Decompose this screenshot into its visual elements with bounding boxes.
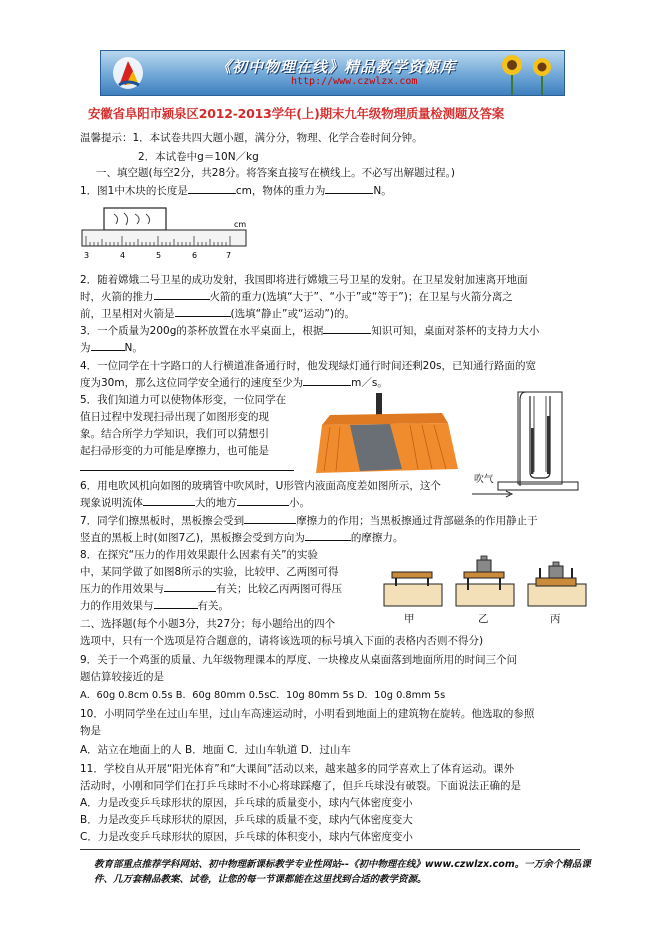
answer-blank	[237, 505, 289, 506]
question-8-line-2: 中，某同学做了如图8所示的实验，比较甲、乙两图可得	[80, 566, 339, 578]
answer-blank	[175, 316, 231, 317]
wood-grain	[114, 213, 150, 225]
site-logo-icon	[111, 55, 145, 91]
tips-text: 分钟。	[391, 132, 423, 144]
tips-text: 分，物理、化学合卷时间	[275, 132, 392, 144]
question-text: 大的地方	[195, 497, 237, 509]
u-tube-stand	[518, 392, 562, 484]
banner-url: http://www.czwlzx.com	[291, 76, 418, 87]
question-11-line-2: 活动时，小刚和同学们在打乒乓球时不小心将球踩瘪了，但乒乓球没有破裂。下面说法正确的是	[80, 780, 521, 792]
question-5-line-1: 5．我们知道力可以使物体形变，一位同学在	[80, 394, 287, 406]
question-text: 时，火箭的推力	[80, 291, 154, 303]
question-10-line-2: 物是	[80, 725, 101, 737]
weight-icon	[549, 566, 563, 578]
setup-jia	[384, 572, 442, 606]
setup-bing	[528, 562, 586, 606]
question-text: N。	[373, 185, 392, 197]
tips-line-2: 2．本试卷中g＝10N／kg	[138, 151, 259, 163]
question-text: m／s。	[351, 377, 388, 389]
header-banner	[100, 50, 565, 96]
ruler-unit: cm	[234, 220, 247, 229]
setup-yi	[456, 556, 514, 606]
answer-blank	[154, 299, 210, 300]
figure-label-yi: 乙	[478, 613, 489, 625]
question-2-line-1: 2．随着嫦娥二号卫星的成功发射，我国即将进行嫦娥三号卫星的发射。在卫星发射加速离开地面	[80, 274, 528, 286]
broom-figure	[310, 393, 462, 475]
figure-label-bing: 丙	[550, 613, 561, 625]
question-8-line-4	[80, 599, 229, 613]
question-11-line-1: 11．学校自从开展“阳光体育”和“大课间”活动以来，越来越多的同学喜欢上了体育运动。课外	[80, 763, 515, 775]
question-text: cm，物体的重力为	[235, 185, 326, 197]
question-6-line-2	[80, 496, 310, 510]
question-9-line-1: 9．关于一个鸡蛋的质量、九年级物理课本的厚度、一块橡皮从桌面落到地面所用的时间三个问	[80, 654, 518, 666]
sunflower-icon	[529, 51, 555, 95]
question-2-line-3	[80, 307, 355, 321]
tips-line-1	[80, 131, 423, 145]
document-title: 安徽省阜阳市颍泉区2012-2013学年(上)期末九年级物理质量检测题及答案	[88, 106, 505, 121]
question-7-line-2	[80, 531, 403, 545]
question-text: 1．图1中木块的长度是	[80, 185, 188, 197]
answer-blank	[305, 540, 351, 541]
question-9-options: A．60g 0.8cm 0.5s B．60g 80mm 0.5sC．10g 80mm 5s D．10g 0.8mm 5s	[80, 690, 446, 701]
answer-blank	[303, 385, 351, 386]
question-text: 前，卫星相对火箭是	[80, 308, 175, 320]
question-text: 的摩擦力。	[350, 532, 404, 544]
question-10-options: A．站立在地面上的人 B．地面 C．过山车轨道 D．过山车	[80, 744, 351, 756]
figure-label-jia: 甲	[404, 613, 415, 625]
question-2-line-2	[80, 290, 513, 304]
answer-blank	[91, 350, 125, 351]
question-8-line-1: 8．在探究“压力的作用效果跟什么因素有关”的实验	[80, 549, 319, 561]
ruler-label: 5	[156, 251, 162, 260]
figure-1-ruler	[80, 204, 248, 264]
question-text: 有关；比较乙丙两图可得压	[216, 583, 342, 595]
glass-tube	[498, 482, 578, 490]
tips-text: 小题，满分	[223, 132, 276, 144]
question-11-option-a: A．力是改变乒乓球形状的原因，乒乓球的质量变小，球内气体密度变小	[80, 797, 413, 809]
answer-blank	[188, 193, 236, 194]
question-5-line-4: 起扫帚形变的力可能是摩擦力，也可能是	[80, 445, 269, 457]
question-text: N。	[124, 342, 143, 354]
question-10-line-1: 10．小明同学坐在过山车里，过山车高速运动时，小明看到地面上的建筑物在旋转。他选取的参照	[80, 708, 535, 720]
question-4-line-2	[80, 376, 388, 390]
ruler-label: 6	[192, 251, 198, 260]
answer-blank	[244, 523, 296, 524]
question-text: 为	[80, 342, 91, 354]
answer-blank	[80, 470, 294, 471]
blow-label: 吹气	[474, 474, 494, 485]
footer-line-1: 教育部重点推荐学科网站、初中物理新课标教学专业性网站--《初中物理在线》www.czwlzx.com。一万余个精品课	[94, 859, 591, 870]
ruler-label: 3	[84, 251, 90, 260]
question-text: 小。	[289, 497, 310, 509]
broom-handle	[376, 393, 382, 415]
banner-title: 《初中物理在线》精品教学资源库	[216, 58, 457, 76]
section-2-line-1: 二、选择题(每个小题3分，共27分；每小题给出的四个	[80, 618, 336, 630]
question-text: (选填“静止”或“运动”)的。	[230, 308, 355, 320]
section-1-heading: 一、填空题(每空2分，共28分。将答案直接写在横线上。不必写出解题过程。)	[96, 167, 455, 179]
answer-blank	[154, 608, 198, 609]
question-text: 7．同学们擦黑板时，黑板擦会受到	[80, 515, 245, 527]
question-9-line-2: 题估算较接近的是	[80, 671, 164, 683]
question-text: 摩擦力的作用；当黑板擦通过背部磁条的作用静止于	[296, 515, 538, 527]
ruler-body	[82, 230, 246, 246]
answer-blank	[143, 505, 195, 506]
question-7-line-1	[80, 514, 538, 528]
wood-block	[104, 208, 166, 230]
question-8-line-3	[80, 582, 342, 596]
ruler-label: 7	[226, 251, 232, 260]
footer-line-2: 件、几万套精品教案、试卷，让您的每一节课都能在这里找到合适的教学资源。	[94, 874, 427, 885]
question-3-line-1	[80, 324, 539, 338]
question-text: 火箭的重力(选填“大于”、“小于”或“等于”)；在卫星与火箭分离之	[209, 291, 513, 303]
question-4-line-1: 4．一位同学在十字路口的人行横道准备通行时，他发现绿灯通行时间还剩20s，已知通行路面的宽	[80, 360, 537, 372]
question-5-line-3: 象。结合所学力学知识，我们可以猜想引	[80, 428, 269, 440]
question-text: 竖直的黑板上时(如图7乙)，黑板擦会受到方向为	[80, 532, 305, 544]
tips-text: 温馨提示：1．本试卷共四大题	[80, 132, 224, 144]
question-text: 度为30m，那么这位同学安全通行的速度至少为	[80, 377, 304, 389]
question-11-option-b: B．力是改变乒乓球形状的原因，乒乓球的质量不变，球内气体密度变大	[80, 814, 413, 826]
question-text: 3．一个质量为200g的茶杯放置在水平桌面上，根据	[80, 325, 324, 337]
ruler-label: 4	[120, 251, 126, 260]
sunflower-icon	[499, 51, 525, 95]
weight-icon	[477, 560, 491, 572]
question-5-line-2: 值日过程中发现扫帚出现了如图形变的现	[80, 411, 269, 423]
question-text: 有关。	[197, 600, 229, 612]
question-6-line-1: 6．用电吹风机向如图的玻璃管中吹风时，U形管内液面高度差如图所示，这个	[80, 480, 441, 492]
question-1	[80, 184, 392, 198]
question-text: 压力的作用效果与	[80, 583, 164, 595]
question-text: 力的作用效果与	[80, 600, 154, 612]
question-text: 现象说明流体	[80, 497, 143, 509]
answer-blank	[164, 591, 216, 592]
question-text: 知识可知，桌面对茶杯的支持力大小	[371, 325, 540, 337]
question-3-line-2	[80, 341, 143, 355]
answer-blank	[325, 193, 373, 194]
section-2-line-2: 选项中，只有一个选项是符合题意的，请将该选项的标号填入下面的表格内否则不得分)	[80, 635, 484, 647]
question-11-option-c: C．力是改变乒乓球形状的原因，乒乓球的体积变小，球内气体密度变小	[80, 831, 413, 843]
footer-divider	[80, 849, 580, 850]
figure-8-pressure	[380, 550, 592, 612]
answer-blank	[323, 333, 371, 334]
connecting-tube	[520, 392, 526, 486]
